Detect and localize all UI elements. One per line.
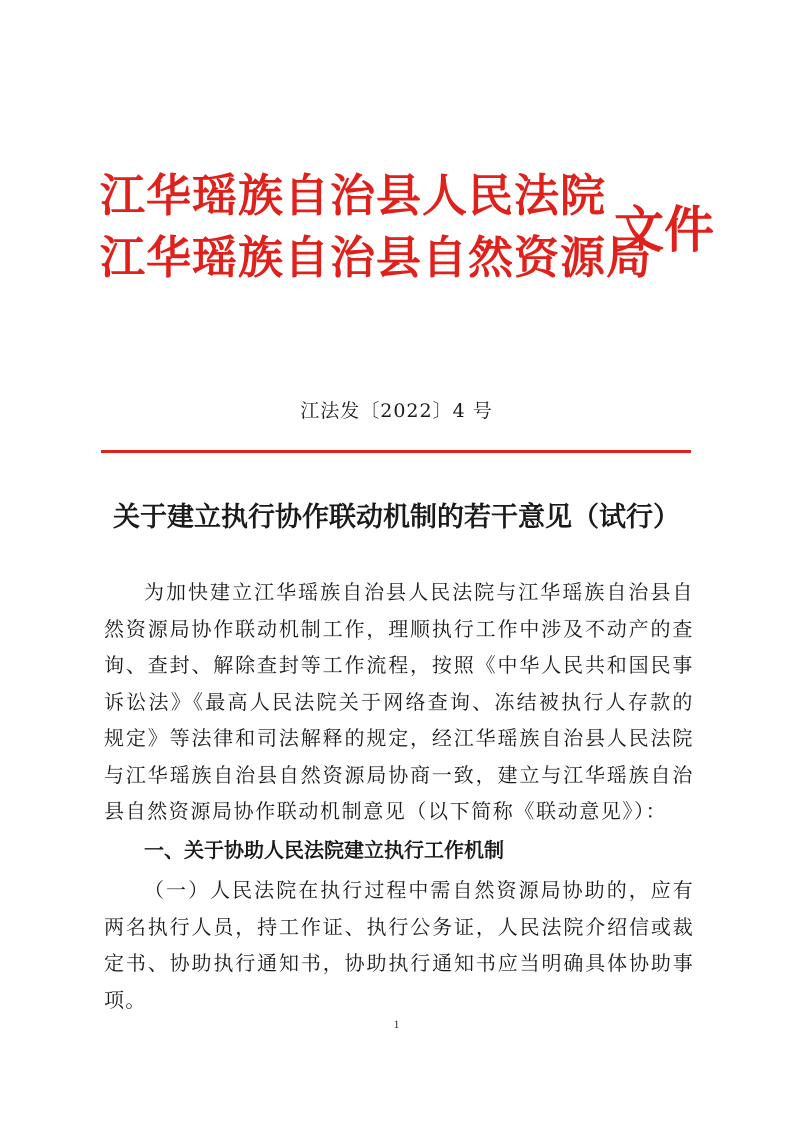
header-divider [101,450,691,453]
issuing-org-court: 江华瑶族自治县人民法院 [100,169,607,222]
page-number: 1 [393,1017,400,1031]
document-label: 文件 [614,200,714,259]
issuing-org-resources-bureau: 江华瑶族自治县自然资源局 [100,231,653,284]
intro-paragraph: 为加快建立江华瑶族自治县人民法院与江华瑶族自治县自然资源局协作联动机制工作，理顺执行工作中涉及不动产的查询、查封、解除查封等工作流程，按照《中华人民共和国民事诉讼法》《最高人民法院关于网络查询、冻结被执行人存款的规定》等法律和司法解释的规定，经江华瑶族自治县人民法院与江华瑶族自治县自然资源局协商一致，建立与江华瑶族自治县自然资源局协作联动机制意见（以下简称《联动意见》）： [104,580,694,823]
document-title: 关于建立执行协作联动机制的若干意见（试行） [113,502,680,533]
document-header [100,162,714,302]
document-number: 江法发〔2022〕4 号 [300,400,493,422]
section-heading: 一、关于协助人民法院建立执行工作机制 [144,838,504,862]
section-item-paragraph: （一）人民法院在执行过程中需自然资源局协助的，应有两名执行人员，持工作证、执行公务证，人民法院介绍信或裁定书、协助执行通知书，协助执行通知书应当明确具体协助事项。 [104,878,694,1012]
